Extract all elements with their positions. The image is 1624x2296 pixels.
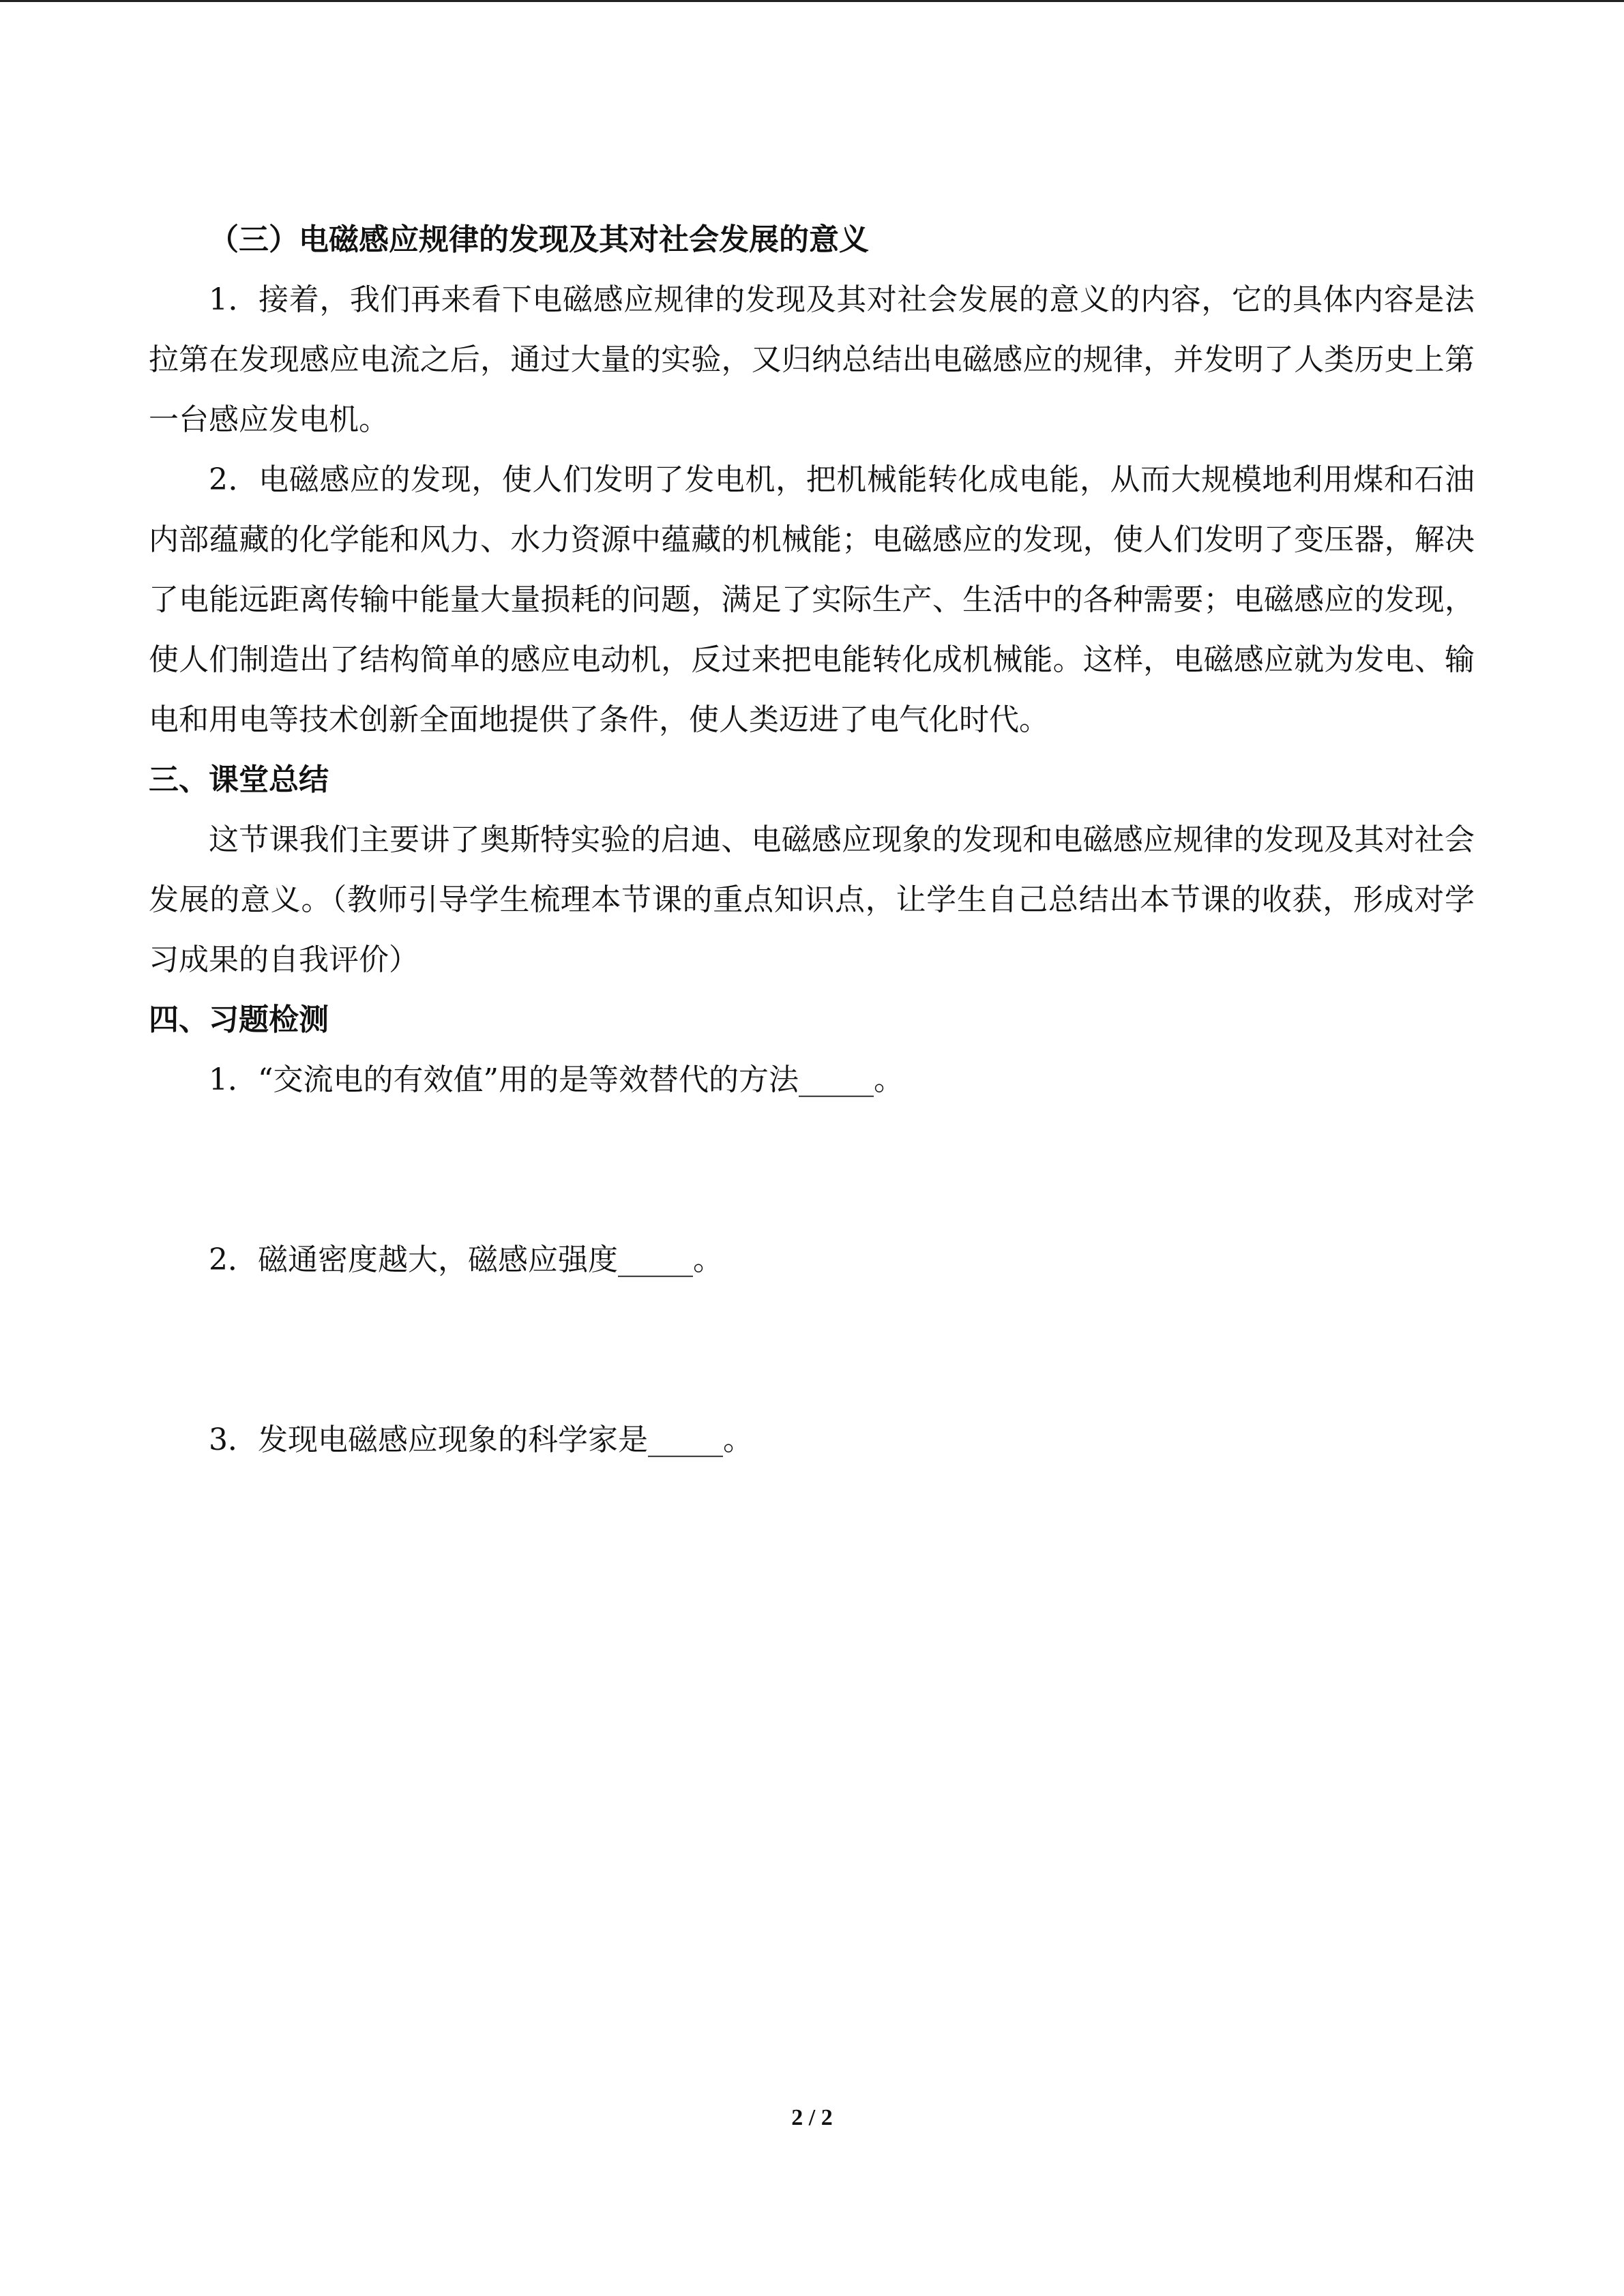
exercise-question-2: 2．磁通密度越大，磁感应强度_____。 — [209, 1242, 723, 1277]
exercise-question-1: 1．“交流电的有效值”用的是等效替代的方法_____。 — [209, 1062, 904, 1097]
exercise-question-3: 3．发现电磁感应现象的科学家是_____。 — [209, 1422, 753, 1457]
page-number: 2 / 2 — [791, 2105, 833, 2130]
paragraph-significance: 2．电磁感应的发现，使人们发明了发电机，把机械能转化成电能，从而大规模地利用煤和石油内部蕴藏的化学能和风力、水力资源中蕴藏的机械能；电磁感应的发现，使人们发明了变压器，解决了电能远距离传输中能量大量损耗的问题，满足了实际生产、生活中的各种需要；电磁感应的发现，使人们制造出了结构简单的感应电动机，反过来把电能转化成机械能。这样，电磁感应就为发电、输电和用电等技术创新全面地提供了条件，使人类迈进了电气化时代。 — [149, 462, 1475, 737]
page-content — [149, 210, 1475, 1470]
answer-space-2 — [149, 1290, 1475, 1410]
subsection-heading-electromagnetic-induction-law: （三）电磁感应规律的发现及其对社会发展的意义 — [209, 222, 869, 257]
section-heading-exercises: 四、习题检测 — [149, 1002, 329, 1037]
paragraph-faraday-law: 1．接着，我们再来看下电磁感应规律的发现及其对社会发展的意义的内容，它的具体内容是法拉第在发现感应电流之后，通过大量的实验，又归纳总结出电磁感应的规律，并发明了人类历史上第一台感应发电机。 — [149, 282, 1475, 437]
section-heading-class-summary: 三、课堂总结 — [149, 762, 329, 797]
answer-space-1 — [149, 1110, 1475, 1230]
paragraph-class-summary: 这节课我们主要讲了奥斯特实验的启迪、电磁感应现象的发现和电磁感应规律的发现及其对社会发展的意义。（教师引导学生梳理本节课的重点知识点，让学生自己总结出本节课的收获，形成对学习成果的自我评价） — [149, 822, 1475, 977]
